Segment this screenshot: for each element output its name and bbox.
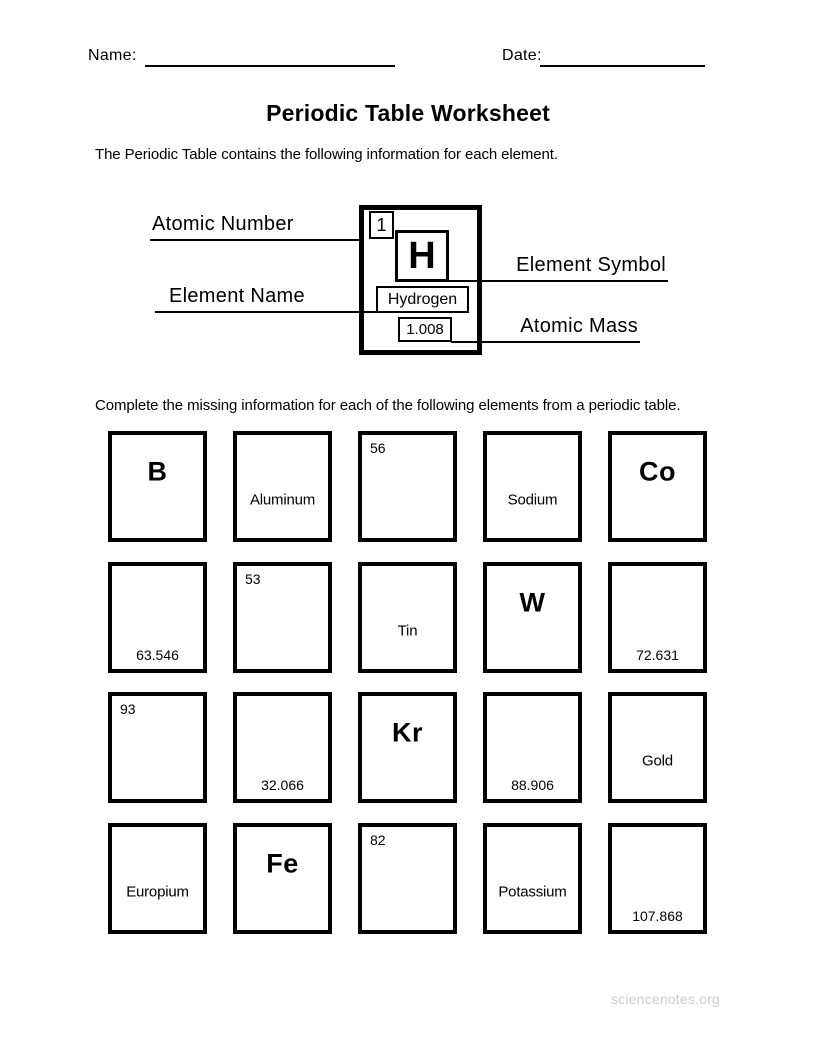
cell-symbol: Co (639, 456, 676, 487)
element-cell (108, 431, 207, 542)
cell-symbol: W (519, 587, 546, 618)
atomic-number-label: Atomic Number (150, 213, 359, 241)
cell-atomic-number: 93 (120, 701, 136, 717)
element-cell (608, 431, 707, 542)
cell-name: Sodium (507, 491, 558, 509)
cell-atomic-mass: 72.631 (636, 646, 679, 663)
example-symbol-box (395, 230, 449, 282)
example-name: Hydrogen (387, 290, 458, 308)
cell-atomic-number: 82 (370, 832, 386, 848)
cell-symbol: Fe (266, 848, 299, 879)
element-cell (608, 823, 707, 934)
element-cell (108, 562, 207, 673)
instruction-text: Complete the missing information for each of the following elements from a periodic table. (95, 397, 681, 414)
element-cell (483, 692, 582, 803)
element-cell (358, 823, 457, 934)
element-cell (233, 431, 332, 542)
example-atomic-number: 1 (376, 214, 387, 235)
element-cell (358, 562, 457, 673)
atomic-mass-label: Atomic Mass (451, 315, 640, 343)
date-label: Date: (502, 47, 542, 64)
element-name-label: Element Name (155, 285, 376, 313)
element-cell (358, 431, 457, 542)
element-cell (483, 823, 582, 934)
page-title: Periodic Table Worksheet (266, 100, 550, 126)
element-cell (108, 823, 207, 934)
cell-name: Tin (397, 622, 418, 640)
name-label: Name: (88, 47, 137, 64)
example-mass-box (398, 317, 452, 342)
element-cell (233, 823, 332, 934)
cell-symbol: B (147, 456, 168, 487)
cell-name: Potassium (498, 883, 567, 901)
element-symbol-label: Element Symbol (448, 254, 668, 282)
cell-atomic-mass: 63.546 (136, 646, 179, 663)
example-name-box (376, 286, 469, 313)
element-cell (233, 692, 332, 803)
example-mass: 1.008 (406, 321, 444, 338)
element-cell (483, 431, 582, 542)
footer-watermark: sciencenotes.org (610, 991, 720, 1007)
element-cell (483, 562, 582, 673)
example-symbol: H (408, 234, 436, 277)
element-cell (233, 562, 332, 673)
intro-text: The Periodic Table contains the following information for each element. (95, 146, 558, 163)
date-blank-line (540, 65, 705, 67)
element-cell (608, 562, 707, 673)
element-cell (108, 692, 207, 803)
example-atomic-number-box (369, 211, 394, 239)
element-cell (608, 692, 707, 803)
cell-atomic-number: 53 (245, 571, 261, 587)
cell-atomic-mass: 88.906 (511, 776, 554, 793)
cell-atomic-number: 56 (370, 440, 386, 456)
cell-name: Europium (126, 883, 189, 901)
cell-symbol: Kr (391, 717, 423, 748)
cell-atomic-mass: 107.868 (632, 907, 683, 924)
cell-name: Aluminum (249, 491, 316, 509)
name-blank-line (145, 65, 395, 67)
cell-name: Gold (642, 752, 673, 770)
element-cell (358, 692, 457, 803)
cell-atomic-mass: 32.066 (261, 776, 304, 793)
